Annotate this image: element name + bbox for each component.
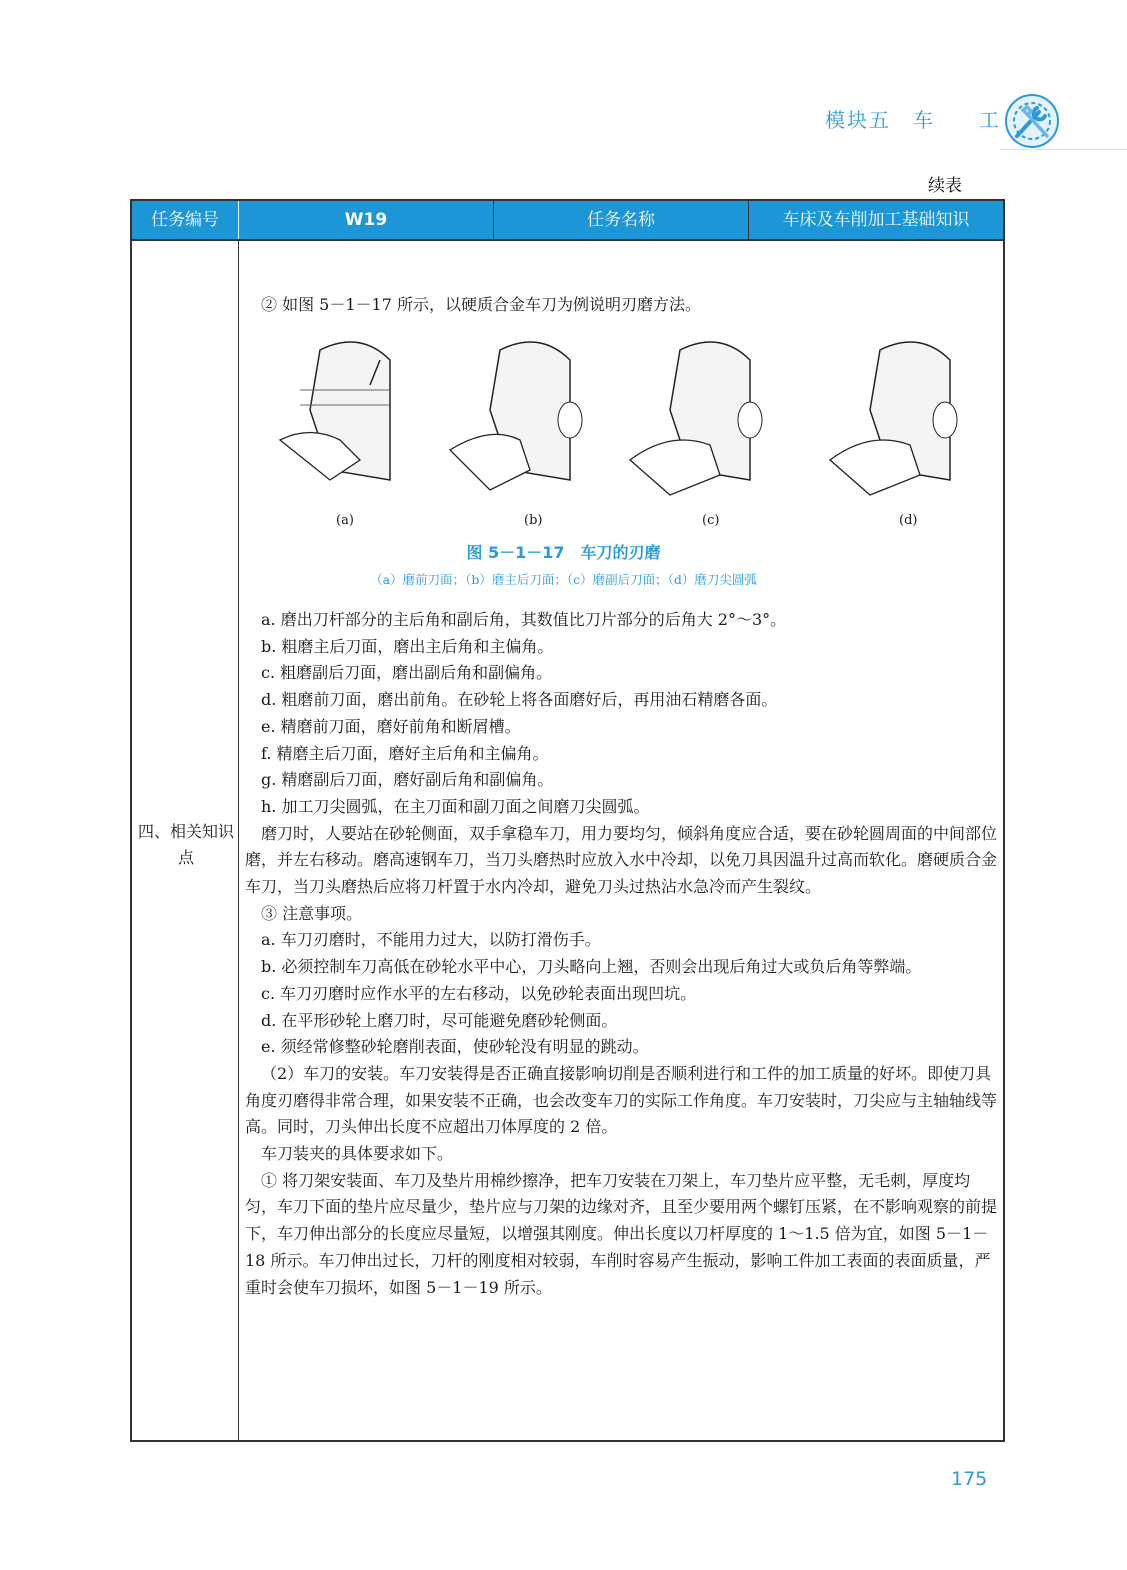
body-paragraph: e. 须经常修整砂轮磨削表面，使砂轮没有明显的跳动。 [261,1037,649,1057]
header-rule [1000,149,1127,150]
body-paragraph: （2）车刀的安装。车刀安装得是否正确直接影响切削是否顺利进行和工件的加工质量的好坏。即使刀具角度刃磨得非常合理，如果安装不正确，也会改变车刀的实际工作角度。车刀安装时，刀尖应与主轴轴线等高。同时，刀头伸出长度不应超出刀体厚度的 2 倍。 [245,1063,998,1137]
header-cell-task-number-label: 任务编号 [151,210,219,230]
body-paragraph: c. 粗磨副后刀面，磨出副后角和副偏角。 [261,663,553,683]
figure-caption: 图 5－1－17 车刀的刃磨 [466,543,661,562]
header-cell-task-number: W19 [344,210,388,230]
header-divider [748,201,749,239]
section-label-text: 四、相关知识点 [137,822,234,867]
body-paragraph: b. 必须控制车刀高低在砂轮水平中心，刀头略向上翘，否则会出现后角过大或负后角等弊端。 [261,957,922,977]
figure-subcaption: （a）磨前刀面；（b）磨主后刀面；（c）磨副后刀面；（d）磨刀尖圆弧 [370,572,757,587]
body-paragraph: d. 在平形砂轮上磨刀时，尽可能避免磨砂轮侧面。 [261,1010,618,1030]
figure-panel-label: (d) [899,513,918,528]
body-paragraph: 磨刀时，人要站在砂轮侧面，双手拿稳车刀，用力要均匀，倾斜角度应合适，要在砂轮圆周面的中间部位磨，并左右移动。磨高速钢车刀，当刀头磨热时应放入水中冷却，以免刀具因温升过高而软化。磨硬质合金车刀，当刀头磨热后应将刀杆置于水内冷却，避免刀头过热沾水急冷而产生裂纹。 [245,823,998,897]
body-paragraph: g. 精磨副后刀面，磨好副后角和副偏角。 [261,770,554,790]
body-paragraph: 车刀装夹的具体要求如下。 [261,1144,454,1164]
body-paragraph: d. 粗磨前刀面，磨出前角。在砂轮上将各面磨好后，再用油石精磨各面。 [261,690,778,710]
grinding-panel-d-illustration [830,342,957,495]
intro-block [245,292,997,319]
grinding-panel-a-illustration [280,342,390,480]
wrench-gear-logo-icon [1003,92,1061,150]
body-paragraph: a. 磨出刀杆部分的主后角和副后角，其数值比刀片部分的后角大 2°～3°。 [261,610,787,629]
grinding-figure [270,330,990,510]
body-paragraph: ① 将刀架安装面、车刀及垫片用棉纱擦净，把车刀安装在刀架上，车刀垫片应平整，无毛刺，厚度均匀，车刀下面的垫片应尽量少，垫片应与刀架的边缘对齐，且至少要用两个螺钉压紧，在不影响观察的前提下，车刀伸出部分的长度应尽量短，以增强其刚度。伸出长度以刀杆厚度的 1～1.5 倍为宜，如图 5－1－18 所示。车刀伸出过长，刀杆的刚度相对较弱，车削时容易产生振动，影响工件加工表面的表面质量，严重时会使车刀损坏，如图 5－1－19 所示。 [245,1170,998,1297]
table-continued-label: 续表 [928,176,962,196]
body-paragraph: c. 车刀刃磨时应作水平的左右移动，以免砂轮表面出现凹坑。 [261,983,697,1003]
body-paragraph: h. 加工刀尖圆弧，在主刀面和副刀面之间磨刀尖圆弧。 [261,796,650,816]
figure-panel-label: (a) [336,513,354,528]
column-divider [238,239,239,1440]
module-title: 模块五 车 工 [825,108,1001,132]
section-label [136,819,236,871]
intro-text: ② 如图 5－1－17 所示，以硬质合金车刀为例说明刃磨方法。 [261,295,701,314]
header-divider [493,201,494,239]
figure-panel-label: (b) [524,513,543,528]
header-divider [238,201,239,239]
figure-panel-label: (c) [702,513,720,528]
header-cell-task-name-label: 任务名称 [587,210,655,230]
page-number: 175 [951,1468,988,1490]
body-paragraph: e. 精磨前刀面，磨好前角和断屑槽。 [261,716,521,736]
body-paragraph: ③ 注意事项。 [261,903,363,923]
body-paragraph: a. 车刀刃磨时，不能用力过大，以防打滑伤手。 [261,930,601,950]
table-header-row [132,201,1003,241]
body-text [245,607,997,1301]
body-paragraph: b. 粗磨主后刀面，磨出主后角和主偏角。 [261,636,554,656]
header-cell-task-name: 车床及车削加工基础知识 [782,210,970,230]
grinding-panel-c-illustration [630,342,762,495]
grinding-panel-b-illustration [450,342,582,490]
body-paragraph: f. 精磨主后刀面，磨好主后角和主偏角。 [261,743,549,763]
